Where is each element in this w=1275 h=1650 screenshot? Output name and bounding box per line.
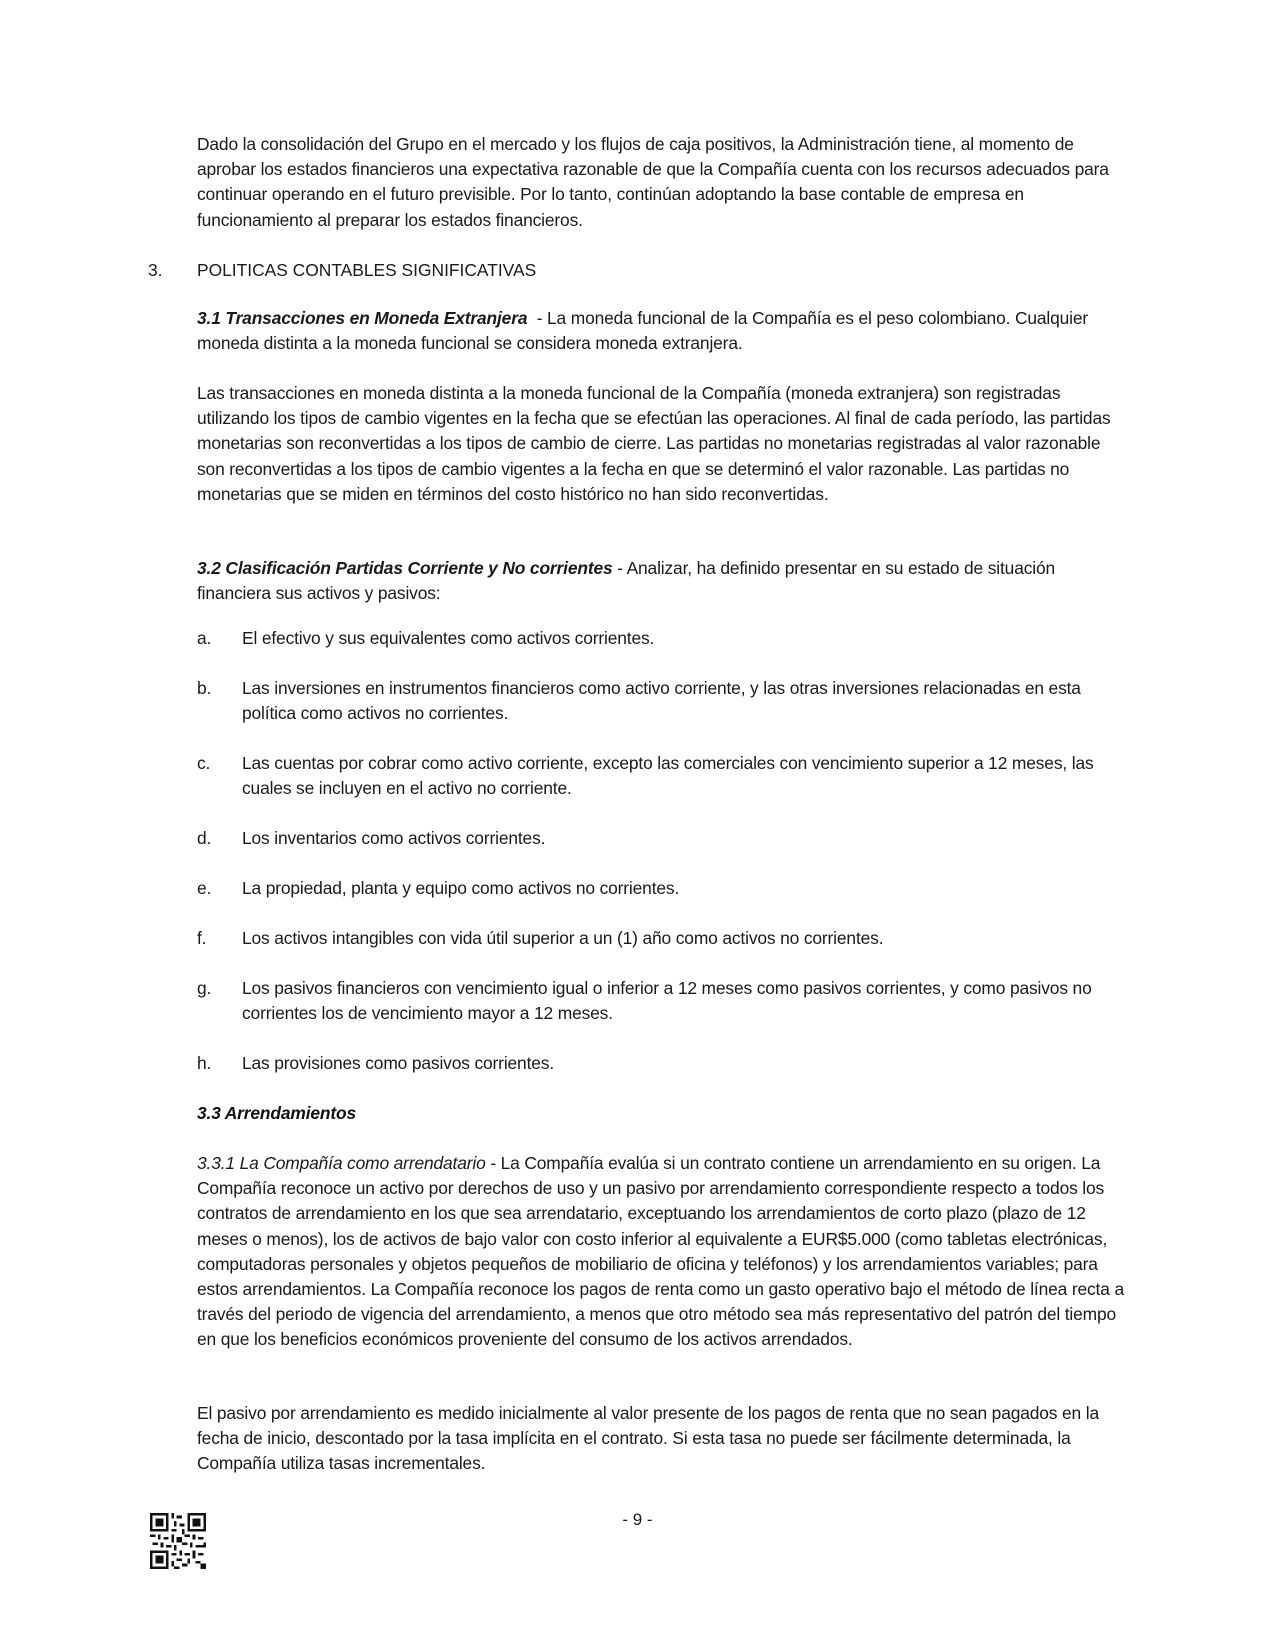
subsection-3-1-lead-text: La moneda funcional de la Compañía es el peso colombiano. Cualquier moneda distinta a la moneda funcional se considera moneda extranjera. [197,308,1089,354]
list-letter: f. [197,928,207,948]
list-text: La propiedad, planta y equipo como activos no corrientes. [242,878,680,898]
subsection-3-3-1-paragraph [197,1151,1129,1353]
lease-liability-paragraph-block [197,1401,1129,1477]
list-text: Las inversiones en instrumentos financieros como activo corriente, y las otras inversiones relacionadas en esta política como activos no corrientes. [242,678,1081,724]
subsection-3-3-1-title: 3.3.1 La Compañía como arrendatario [197,1153,486,1173]
subsection-3-2 [197,556,1129,606]
list-text: Los activos intangibles con vida útil superior a un (1) año como activos no corrientes. [242,928,884,948]
subsection-3-2-separator: - [612,558,627,578]
list-letter: c. [197,753,211,773]
list-letter: h. [197,1053,212,1073]
subsection-3-2-lead [197,556,1129,606]
list-text: Los pasivos financieros con vencimiento igual o inferior a 12 meses como pasivos corrientes, y como pasivos no corrientes los de vencimiento mayor a 12 meses. [242,978,1092,1024]
subsection-3-1-lead [197,306,1129,356]
list-letter: e. [197,878,212,898]
list-text: El efectivo y sus equivalentes como activos corrientes. [242,628,655,648]
subsection-3-1 [197,306,1129,356]
list-item [197,751,1129,801]
list-letter: g. [197,978,212,998]
intro-paragraph: Dado la consolidación del Grupo en el mercado y los flujos de caja positivos, la Administración tiene, al momento de aprobar los estados financieros una expectativa razonable de que la Compañía cuenta con los recursos adecuados para continuar operando en el futuro previsible. Por lo tanto, continúan adoptando la base contable de empresa en funcionamiento al preparar los estados financieros. [197,134,1109,230]
page-number: - 9 - [622,1510,653,1529]
subsection-3-1-separator: - [527,308,548,328]
section-number: 3. [148,260,163,280]
list-text: Los inventarios como activos corrientes. [242,828,546,848]
list-item [197,676,1129,726]
list-letter: a. [197,628,212,648]
subsection-3-1-paragraph-block [197,381,1129,507]
subsection-3-2-lead-text: Analizar, ha definido presentar en su estado de situación financiera sus activos y pasivos: [197,558,1056,604]
subsection-3-3-title: 3.3 Arrendamientos [197,1103,357,1123]
list-letter: d. [197,828,212,848]
subsection-3-3-1-lead-text: La Compañía evalúa si un contrato contiene un arrendamiento en su origen. La Compañía reconoce un activo por derechos de uso y un pasivo por arrendamiento correspondiente respecto a todos los contratos de arrendamiento en los que sea arrendatario, exceptuando los arrendamientos de corto plazo (plazo de 12 meses o menos), los de activos de bajo valor con costo inferior al equivalente a EUR$5.000 (como tabletas electrónicas, computadoras personales y objetos pequeños de mobiliario de oficina y teléfonos) y los arrendamientos variables; para estos arrendamientos. La Compañía reconoce los pagos de renta como un gasto operativo bajo el método de línea recta a través del periodo de vigencia del arrendamiento, a menos que otro método sea más representativo del patrón del tiempo en que los beneficios económicos proveniente del consumo de los activos arrendados. [197,1153,1124,1350]
list-text: Las cuentas por cobrar como activo corriente, excepto las comerciales con vencimiento superior a 12 meses, las cuales se incluyen en el activo no corriente. [242,753,1094,799]
section-title: POLITICAS CONTABLES SIGNIFICATIVAS [197,260,537,280]
list-item [197,926,1129,951]
intro-paragraph-block [197,132,1129,233]
list-item [197,1051,1129,1076]
list-letter: b. [197,678,212,698]
subsection-3-3-1 [197,1151,1129,1353]
subsection-3-2-title: 3.2 Clasificación Partidas Corriente y No corrientes [197,558,613,578]
section-heading [148,258,536,283]
list-item [197,626,1129,651]
subsection-3-1-paragraph: Las transacciones en moneda distinta a la moneda funcional de la Compañía (moneda extranjera) son registradas utilizando los tipos de cambio vigentes en la fecha que se efectúan las operaciones. Al final de cada período, las partidas monetarias son reconvertidas a los tipos de cambio de cierre. Las partidas no monetarias registradas al valor razonable son reconvertidas a los tipos de cambio vigentes a la fecha en que se determinó el valor razonable. Las partidas no monetarias que se miden en términos del costo histórico no han sido reconvertidas. [197,383,1111,504]
lease-liability-paragraph: El pasivo por arrendamiento es medido inicialmente al valor presente de los pagos de renta que no sean pagados en la fecha de inicio, descontado por la tasa implícita en el contrato. Si esta tasa no puede ser fácilmente determinada, la Compañía utiliza tasas incrementales. [197,1403,1099,1474]
list-item [197,976,1129,1026]
subsection-3-1-title: 3.1 Transacciones en Moneda Extranjera [197,308,528,328]
subsection-3-3-heading-block [197,1101,1129,1126]
list-text: Las provisiones como pasivos corrientes. [242,1053,555,1073]
list-item [197,826,1129,851]
list-item [197,876,1129,901]
subsection-3-3-1-separator: - [485,1153,501,1173]
